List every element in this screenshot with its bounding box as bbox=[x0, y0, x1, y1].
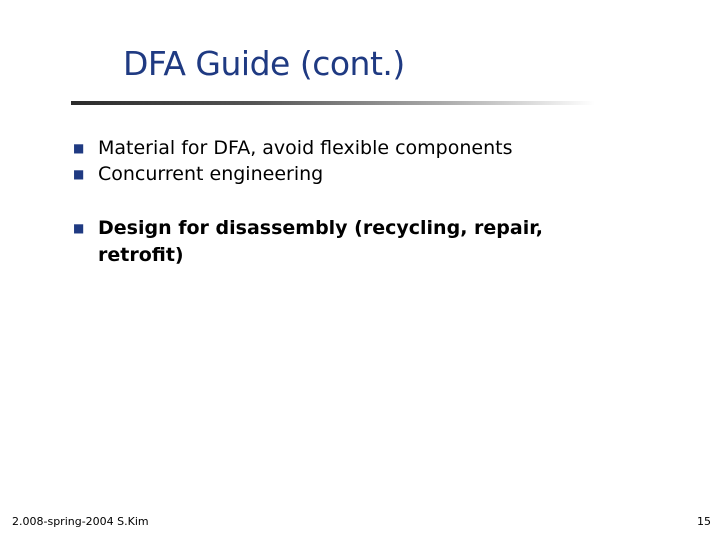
bullet-item bbox=[73, 215, 568, 269]
footer-course-info: 2.008-spring-2004 S.Kim bbox=[12, 515, 149, 528]
square-bullet-icon: ■ bbox=[73, 141, 85, 155]
slide-title: DFA Guide (cont.) bbox=[123, 44, 405, 83]
title-underline bbox=[71, 101, 595, 105]
bullet-text: Design for disassembly (recycling, repair, retrofit) bbox=[98, 217, 544, 266]
page-number: 15 bbox=[697, 515, 711, 528]
bullet-item bbox=[73, 162, 323, 189]
bullet-text: Concurrent engineering bbox=[98, 163, 324, 185]
square-bullet-icon: ■ bbox=[73, 167, 85, 181]
bullet-item bbox=[73, 136, 512, 163]
square-bullet-icon: ■ bbox=[73, 221, 85, 235]
bullet-text: Material for DFA, avoid flexible components bbox=[98, 137, 513, 159]
